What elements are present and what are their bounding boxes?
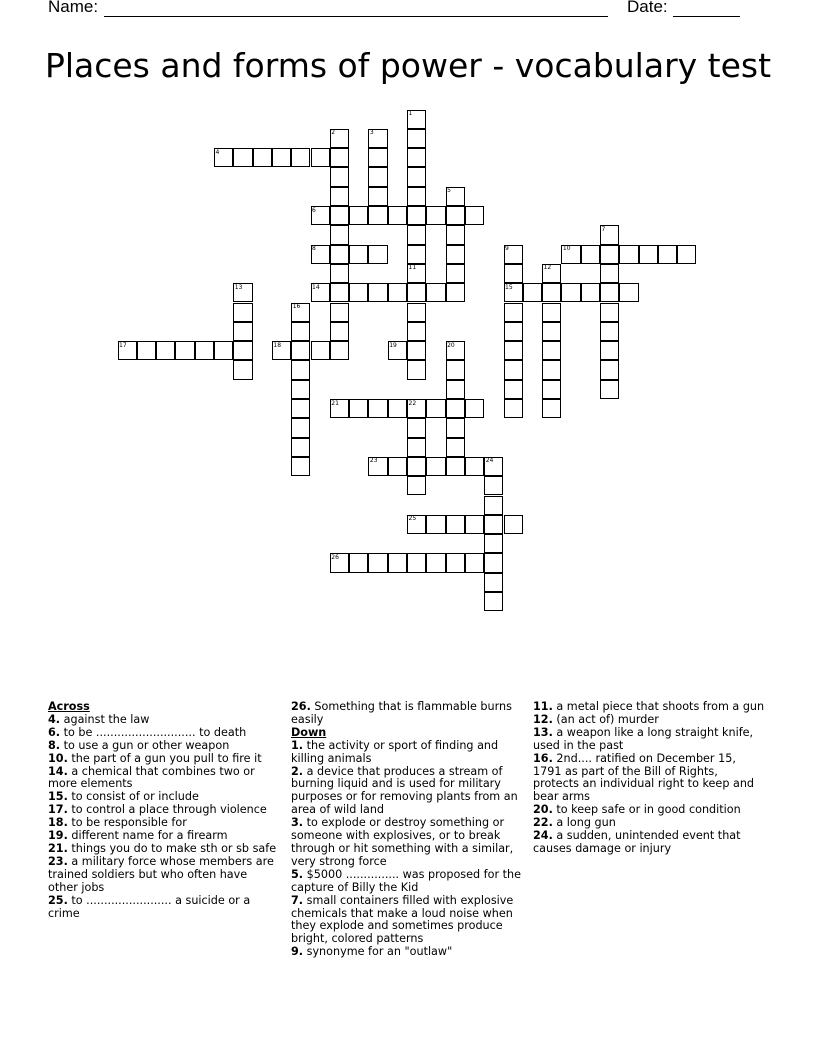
grid-cell[interactable]	[388, 341, 407, 360]
clue-down-16: 16. 2nd.... ratified on December 15, 1791 as part of the Bill of Rights, protects an individual right to keep and bear arms	[533, 751, 755, 804]
grid-number: 14	[312, 283, 320, 291]
grid-cell[interactable]	[407, 399, 426, 418]
grid-cell[interactable]	[426, 515, 445, 534]
grid-cell[interactable]	[446, 360, 465, 379]
grid-cell[interactable]	[484, 553, 503, 572]
grid-cell[interactable]	[446, 187, 465, 206]
grid-cell[interactable]	[407, 264, 426, 283]
grid-cell[interactable]	[330, 167, 349, 186]
grid-number: 4	[215, 148, 220, 156]
grid-number: 18	[273, 341, 282, 349]
grid-cell[interactable]	[311, 245, 330, 264]
grid-cell[interactable]	[407, 438, 426, 457]
grid-number: 25	[408, 515, 417, 523]
grid-cell[interactable]	[388, 457, 407, 476]
clue-across-17: 17. to control a place through violence	[48, 803, 267, 817]
across-heading: Across	[48, 700, 90, 713]
grid-number: 2	[331, 129, 336, 137]
grid-cell[interactable]	[388, 553, 407, 572]
grid-cell[interactable]	[291, 418, 310, 437]
grid-cell[interactable]	[214, 148, 233, 167]
grid-cell[interactable]	[523, 283, 542, 302]
clue-across-25: 25. to ........................ a suicide or a crime	[48, 893, 251, 920]
grid-cell[interactable]	[330, 245, 349, 264]
grid-cell[interactable]	[407, 167, 426, 186]
grid-cell[interactable]	[330, 553, 349, 572]
grid-cell[interactable]	[175, 341, 194, 360]
grid-cell[interactable]	[465, 206, 484, 225]
grid-cell[interactable]	[504, 303, 523, 322]
grid-cell[interactable]	[407, 341, 426, 360]
clues-column-3	[533, 701, 765, 856]
clue-down-11: 11. a metal piece that shoots from a gun	[533, 700, 765, 713]
grid-cell[interactable]	[330, 225, 349, 244]
date-field[interactable]	[673, 16, 740, 17]
grid-number: 8	[312, 245, 316, 253]
grid-cell[interactable]	[542, 283, 561, 302]
grid-cell[interactable]	[368, 206, 387, 225]
clue-across-6: 6. to be ............................ to death	[48, 725, 247, 739]
grid-cell[interactable]	[639, 245, 658, 264]
grid-cell[interactable]	[368, 399, 387, 418]
clue-down-1: 1. the activity or sport of finding and killing animals	[291, 738, 499, 765]
grid-cell[interactable]	[600, 283, 619, 302]
grid-cell[interactable]	[368, 245, 387, 264]
grid-number: 10	[562, 245, 571, 253]
grid-number: 16	[292, 303, 301, 310]
grid-cell[interactable]	[446, 457, 465, 476]
grid-cell[interactable]	[426, 457, 445, 476]
grid-cell[interactable]	[349, 245, 368, 264]
grid-cell[interactable]	[426, 553, 445, 572]
grid-cell[interactable]	[291, 148, 310, 167]
grid-cell[interactable]	[330, 399, 349, 418]
date-label: Date:	[627, 0, 668, 16]
grid-number: 15	[505, 283, 513, 291]
grid-cell[interactable]	[484, 592, 503, 611]
grid-cell[interactable]	[542, 264, 561, 283]
grid-cell[interactable]	[504, 341, 523, 360]
grid-number: 9	[505, 245, 509, 253]
grid-cell[interactable]	[330, 283, 349, 302]
grid-cell[interactable]	[581, 245, 600, 264]
grid-number: 17	[119, 341, 127, 349]
grid-cell[interactable]	[600, 341, 619, 360]
grid-cell[interactable]	[349, 399, 368, 418]
down-heading: Down	[291, 725, 327, 739]
grid-cell[interactable]	[291, 438, 310, 457]
grid-cell[interactable]	[368, 187, 387, 206]
grid-number: 21	[331, 399, 339, 407]
grid-cell[interactable]	[311, 148, 330, 167]
grid-cell[interactable]	[407, 476, 426, 495]
grid-cell[interactable]	[349, 206, 368, 225]
grid-cell[interactable]	[291, 360, 310, 379]
grid-cell[interactable]	[600, 225, 619, 244]
grid-cell[interactable]	[407, 225, 426, 244]
clue-across-21: 21. things you do to make sth or sb safe	[48, 841, 277, 855]
grid-cell[interactable]	[561, 245, 580, 264]
grid-cell[interactable]	[446, 341, 465, 360]
grid-cell[interactable]	[291, 322, 310, 341]
grid-cell[interactable]	[600, 303, 619, 322]
grid-cell[interactable]	[368, 457, 387, 476]
clue-down-13: 13. a weapon like a long straight knife, used in the past	[533, 725, 754, 752]
grid-number: 22	[408, 399, 417, 407]
grid-cell[interactable]	[407, 283, 426, 302]
grid-number: 23	[369, 457, 378, 465]
grid-cell[interactable]	[542, 303, 561, 322]
grid-cell[interactable]	[619, 283, 638, 302]
grid-cell[interactable]	[600, 322, 619, 341]
grid-cell[interactable]	[407, 245, 426, 264]
grid-cell[interactable]	[446, 418, 465, 437]
grid-cell[interactable]	[446, 283, 465, 302]
grid-cell[interactable]	[504, 399, 523, 418]
grid-cell[interactable]	[484, 573, 503, 592]
grid-number: 26	[331, 553, 339, 561]
grid-cell[interactable]	[658, 245, 677, 264]
grid-number: 5	[447, 187, 451, 195]
grid-cell[interactable]	[253, 148, 272, 167]
grid-cell[interactable]	[407, 129, 426, 148]
grid-cell[interactable]	[330, 341, 349, 360]
grid-number: 7	[601, 225, 606, 233]
grid-cell[interactable]	[388, 283, 407, 302]
grid-cell[interactable]	[291, 341, 310, 360]
grid-cell[interactable]	[311, 206, 330, 225]
grid-cell[interactable]	[407, 515, 426, 534]
grid-cell[interactable]	[465, 399, 484, 418]
grid-cell[interactable]	[330, 322, 349, 341]
grid-cell[interactable]	[446, 553, 465, 572]
grid-cell[interactable]	[291, 303, 310, 322]
clue-across-23: 23. a military force whose members are trained soldiers but who often have other jobs	[48, 854, 274, 894]
grid-cell[interactable]	[484, 457, 503, 476]
clue-across-26: 26. Something that is flammable burns easily	[291, 700, 512, 726]
clues-column-1	[48, 701, 280, 920]
grid-cell[interactable]	[407, 110, 426, 129]
grid-cell[interactable]	[446, 399, 465, 418]
grid-cell[interactable]	[368, 167, 387, 186]
grid-cell[interactable]	[195, 341, 214, 360]
grid-cell[interactable]	[426, 206, 445, 225]
grid-number: 6	[312, 206, 316, 214]
grid-cell[interactable]	[233, 283, 252, 302]
grid-cell[interactable]	[233, 322, 252, 341]
grid-cell[interactable]	[504, 264, 523, 283]
clue-across-18: 18. to be responsible for	[48, 816, 187, 830]
grid-cell[interactable]	[504, 245, 523, 264]
grid-cell[interactable]	[504, 360, 523, 379]
grid-cell[interactable]	[407, 303, 426, 322]
grid-cell[interactable]	[426, 283, 445, 302]
clue-down-3: 3. to explode or destroy something or someone with explosives, or to break through or hit something with a similar, very strong force	[291, 816, 514, 868]
grid-cell[interactable]	[542, 380, 561, 399]
grid-cell[interactable]	[368, 283, 387, 302]
grid-cell[interactable]	[330, 187, 349, 206]
grid-number: 11	[408, 264, 417, 272]
grid-cell[interactable]	[504, 515, 523, 534]
grid-cell[interactable]	[600, 245, 619, 264]
clue-across-14: 14. a chemical that combines two or more elements	[48, 764, 255, 791]
clue-down-24: 24. a sudden, unintended event that causes damage or injury	[533, 829, 741, 855]
grid-cell[interactable]	[484, 496, 503, 515]
grid-cell[interactable]	[677, 245, 696, 264]
name-label: Name:	[48, 0, 99, 16]
grid-cell[interactable]	[600, 380, 619, 399]
clue-down-2: 2. a device that produces a stream of burning liquid and is used for military purposes or for removing plants from an area of wild land	[291, 764, 518, 817]
grid-cell[interactable]	[407, 360, 426, 379]
clue-down-7: 7. small containers filled with explosive chemicals that make a loud noise when they explode and sometimes produce bright, colored patterns	[291, 893, 514, 946]
clue-across-8: 8. to use a gun or other weapon	[48, 738, 230, 752]
grid-cell[interactable]	[484, 515, 503, 534]
grid-cell[interactable]	[446, 264, 465, 283]
clue-across-15: 15. to consist of or include	[48, 790, 199, 804]
grid-number: 13	[234, 283, 243, 291]
clue-across-19: 19. different name for a firearm	[48, 829, 228, 843]
grid-cell[interactable]	[542, 360, 561, 379]
header	[0, 0, 816, 22]
grid-cell[interactable]	[388, 399, 407, 418]
grid-cell[interactable]	[542, 341, 561, 360]
page-title: Places and forms of power - vocabulary test	[44, 46, 772, 85]
clue-across-10: 10. the part of a gun you pull to fire it	[48, 751, 262, 765]
grid-cell[interactable]	[504, 322, 523, 341]
grid-cell[interactable]	[446, 380, 465, 399]
grid-cell[interactable]	[233, 360, 252, 379]
grid-cell[interactable]	[137, 341, 156, 360]
grid-number: 24	[485, 457, 494, 465]
grid-cell[interactable]	[233, 341, 252, 360]
grid-cell[interactable]	[233, 303, 252, 322]
grid-cell[interactable]	[561, 283, 580, 302]
grid-number: 19	[389, 341, 397, 349]
grid-cell[interactable]	[484, 534, 503, 553]
grid-cell[interactable]	[504, 283, 523, 302]
grid-cell[interactable]	[118, 341, 137, 360]
grid-cell[interactable]	[291, 399, 310, 418]
grid-cell[interactable]	[311, 341, 330, 360]
grid-number: 12	[543, 264, 552, 272]
grid-number: 3	[369, 129, 374, 137]
grid-cell[interactable]	[465, 553, 484, 572]
grid-cell[interactable]	[542, 399, 561, 418]
grid-cell[interactable]	[484, 476, 503, 495]
grid-cell[interactable]	[407, 418, 426, 437]
clue-down-12: 12. (an act of) murder	[533, 712, 659, 726]
grid-cell[interactable]	[446, 206, 465, 225]
grid-cell[interactable]	[407, 457, 426, 476]
grid-cell[interactable]	[446, 245, 465, 264]
grid-cell[interactable]	[330, 129, 349, 148]
grid-cell[interactable]	[600, 360, 619, 379]
grid-cell[interactable]	[272, 341, 291, 360]
grid-cell[interactable]	[407, 148, 426, 167]
name-field[interactable]	[104, 16, 608, 17]
grid-cell[interactable]	[368, 553, 387, 572]
clue-down-22: 22. a long gun	[533, 816, 616, 830]
grid-cell[interactable]	[465, 515, 484, 534]
grid-cell[interactable]	[330, 264, 349, 283]
grid-cell[interactable]	[446, 225, 465, 244]
grid-cell[interactable]	[291, 380, 310, 399]
grid-cell[interactable]	[407, 322, 426, 341]
grid-cell[interactable]	[214, 341, 233, 360]
grid-cell[interactable]	[504, 380, 523, 399]
grid-cell[interactable]	[156, 341, 175, 360]
grid-cell[interactable]	[407, 553, 426, 572]
grid-cell[interactable]	[368, 148, 387, 167]
grid-number: 20	[447, 341, 455, 349]
grid-cell[interactable]	[426, 399, 445, 418]
grid-cell[interactable]	[407, 187, 426, 206]
grid-cell[interactable]	[388, 206, 407, 225]
clue-down-9: 9. synonyme for an "outlaw"	[291, 945, 453, 959]
grid-cell[interactable]	[291, 457, 310, 476]
grid-cell[interactable]	[349, 283, 368, 302]
grid-cell[interactable]	[407, 206, 426, 225]
grid-cell[interactable]	[368, 129, 387, 148]
grid-cell[interactable]	[330, 303, 349, 322]
grid-number: 1	[408, 110, 413, 117]
grid-cell[interactable]	[330, 148, 349, 167]
grid-cell[interactable]	[349, 553, 368, 572]
grid-cell[interactable]	[581, 283, 600, 302]
clues-column-2	[291, 701, 523, 959]
grid-cell[interactable]	[311, 283, 330, 302]
grid-cell[interactable]	[233, 148, 252, 167]
clue-down-20: 20. to keep safe or in good condition	[533, 803, 741, 817]
grid-cell[interactable]	[330, 206, 349, 225]
clue-across-4: 4. against the law	[48, 712, 150, 726]
grid-cell[interactable]	[465, 457, 484, 476]
grid-cell[interactable]	[446, 515, 465, 534]
grid-cell[interactable]	[619, 245, 638, 264]
clue-down-5: 5. $5000 ............... was proposed for the capture of Billy the Kid	[291, 867, 521, 894]
grid-cell[interactable]	[272, 148, 291, 167]
grid-cell[interactable]	[542, 322, 561, 341]
grid-cell[interactable]	[600, 264, 619, 283]
grid-cell[interactable]	[446, 438, 465, 457]
